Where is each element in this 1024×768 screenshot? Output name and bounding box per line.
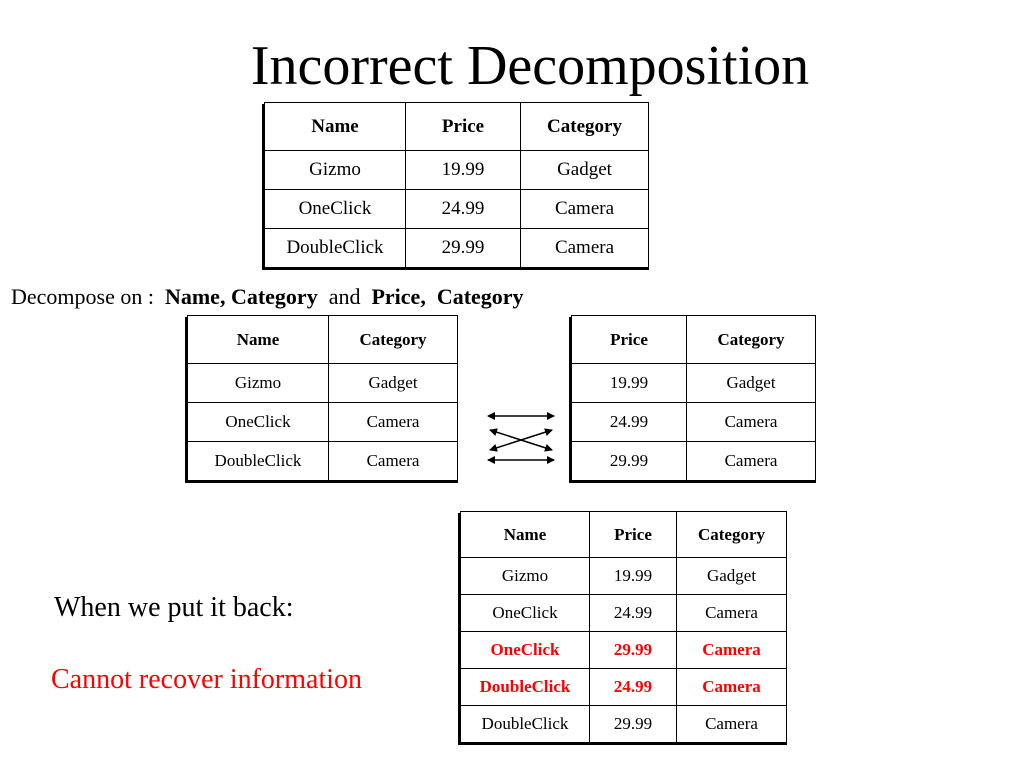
table-row xyxy=(461,595,787,632)
table-cell: Gadget xyxy=(329,364,458,403)
table-cell: Camera xyxy=(521,229,649,268)
name-category-table xyxy=(187,315,458,481)
table-cell: 24.99 xyxy=(572,403,687,442)
table-cell: Camera xyxy=(329,403,458,442)
original-table xyxy=(264,102,649,268)
join-arrows-diagram xyxy=(482,408,562,468)
decompose-prefix: Decompose on : xyxy=(11,284,154,309)
header-cell: Name xyxy=(461,512,590,558)
table-header-row xyxy=(188,316,458,364)
table-row xyxy=(461,706,787,743)
header-cell: Price xyxy=(572,316,687,364)
table-cell: 29.99 xyxy=(572,442,687,481)
table-cell: DoubleClick xyxy=(461,706,590,743)
table-cell: Camera xyxy=(521,190,649,229)
joined-table xyxy=(460,511,787,743)
table-cell: DoubleClick xyxy=(188,442,329,481)
header-cell: Price xyxy=(590,512,677,558)
table-cell: 29.99 xyxy=(590,632,677,669)
header-cell: Name xyxy=(188,316,329,364)
spurious-table-row xyxy=(461,669,787,706)
table-cell: OneClick xyxy=(188,403,329,442)
price-category-table xyxy=(571,315,816,481)
table-cell: Gizmo xyxy=(461,558,590,595)
table-cell: OneClick xyxy=(265,190,406,229)
table-row xyxy=(265,190,649,229)
table-cell: Camera xyxy=(677,669,787,706)
table-cell: 19.99 xyxy=(590,558,677,595)
table-row xyxy=(572,364,816,403)
table-cell: 24.99 xyxy=(406,190,521,229)
table-row xyxy=(572,442,816,481)
decompose-conjunction: and xyxy=(328,284,361,309)
decompose-first-attrs: Name, Category xyxy=(164,284,318,309)
table-cell: 19.99 xyxy=(406,151,521,190)
table-cell: 29.99 xyxy=(406,229,521,268)
table-cell: DoubleClick xyxy=(265,229,406,268)
table-cell: Camera xyxy=(687,442,816,481)
table-cell: 24.99 xyxy=(590,669,677,706)
table-cell: OneClick xyxy=(461,632,590,669)
table-cell: OneClick xyxy=(461,595,590,632)
table-cell: Camera xyxy=(677,632,787,669)
table-cell: 19.99 xyxy=(572,364,687,403)
put-back-label: When we put it back: xyxy=(54,592,294,623)
table-cell: 24.99 xyxy=(590,595,677,632)
table-row xyxy=(188,442,458,481)
decompose-second-attrs: Price, Category xyxy=(371,284,524,309)
table-row xyxy=(572,403,816,442)
table-row xyxy=(461,558,787,595)
table-cell: Camera xyxy=(329,442,458,481)
table-cell: Camera xyxy=(677,595,787,632)
header-cell: Name xyxy=(265,103,406,151)
spurious-table-row xyxy=(461,632,787,669)
table-cell: Gadget xyxy=(521,151,649,190)
table-cell: Gizmo xyxy=(188,364,329,403)
header-cell: Category xyxy=(677,512,787,558)
table-cell: Camera xyxy=(677,706,787,743)
table-header-row xyxy=(572,316,816,364)
table-header-row xyxy=(265,103,649,151)
table-header-row xyxy=(461,512,787,558)
decompose-statement xyxy=(11,282,524,312)
table-cell: Gizmo xyxy=(265,151,406,190)
table-cell: Gadget xyxy=(687,364,816,403)
table-row xyxy=(265,151,649,190)
table-row xyxy=(188,403,458,442)
header-cell: Category xyxy=(329,316,458,364)
header-cell: Category xyxy=(521,103,649,151)
table-cell: Camera xyxy=(687,403,816,442)
table-cell: 29.99 xyxy=(590,706,677,743)
table-row xyxy=(265,229,649,268)
slide-title: Incorrect Decomposition xyxy=(250,35,810,97)
header-cell: Price xyxy=(406,103,521,151)
cannot-recover-note: Cannot recover information xyxy=(51,664,363,695)
table-cell: Gadget xyxy=(677,558,787,595)
table-row xyxy=(188,364,458,403)
table-cell: DoubleClick xyxy=(461,669,590,706)
header-cell: Category xyxy=(687,316,816,364)
